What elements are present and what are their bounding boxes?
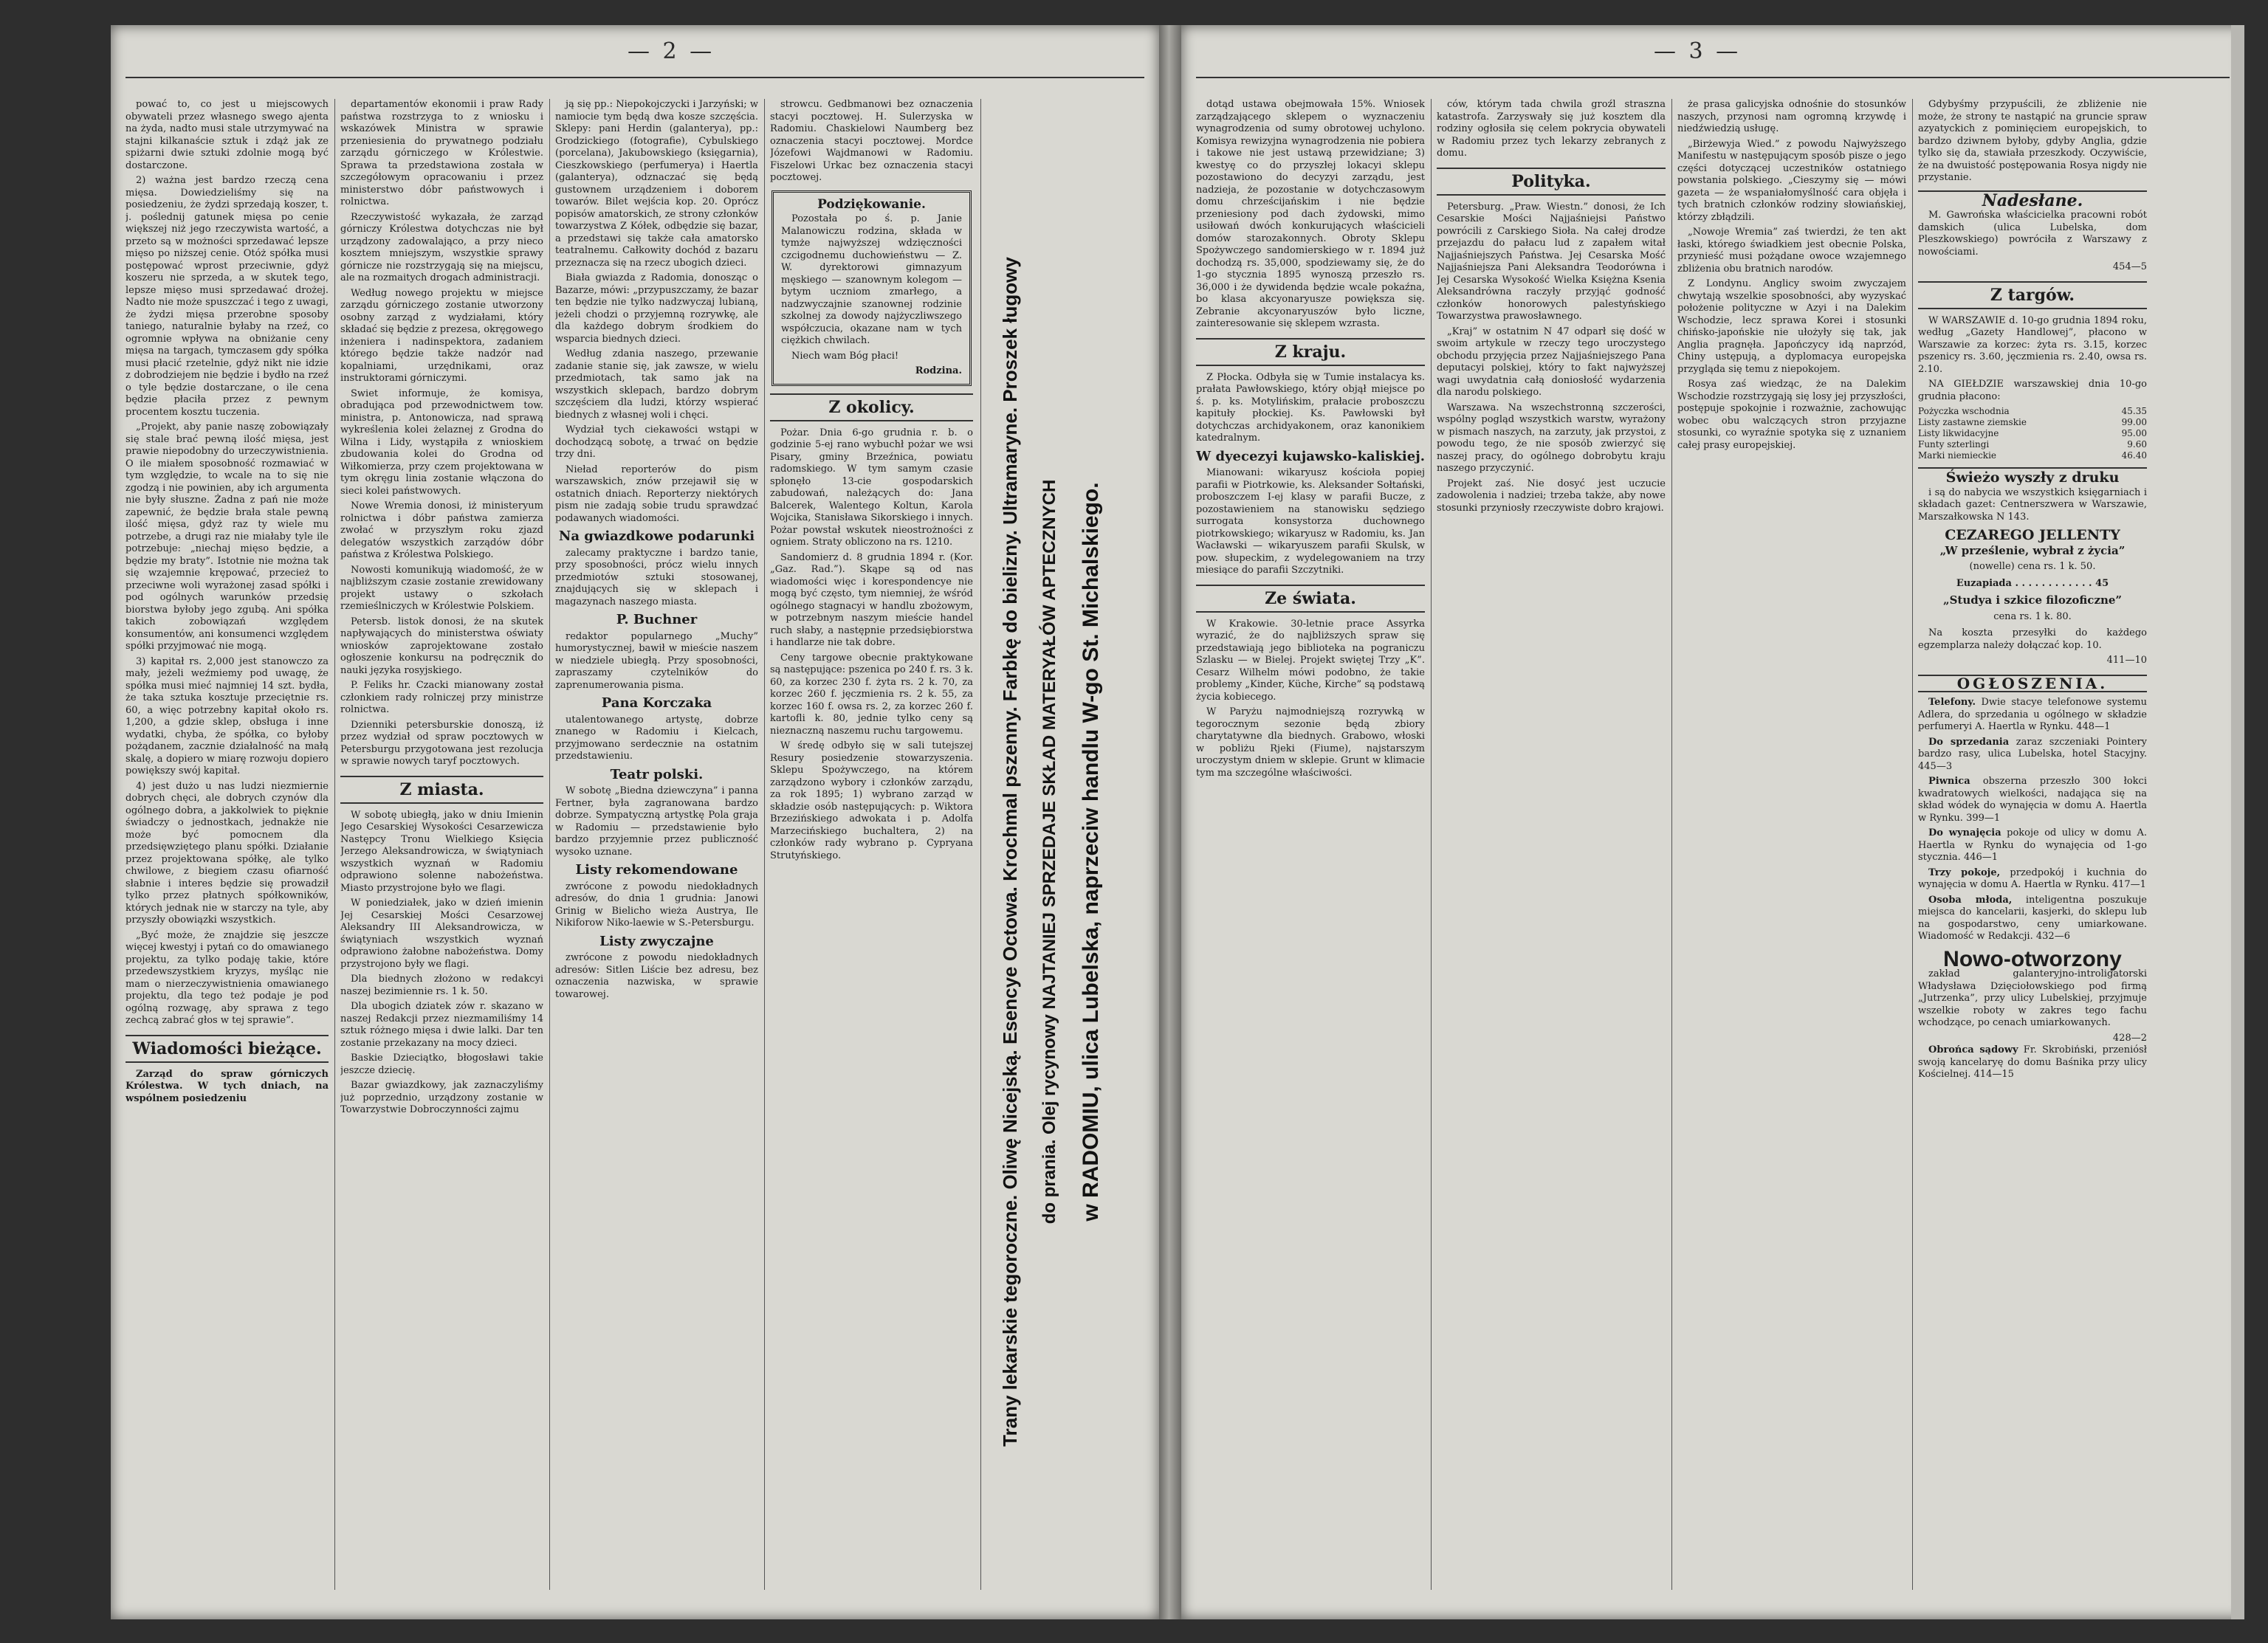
header-rule bbox=[126, 77, 1144, 78]
subsection-heading: Pana Korczaka bbox=[601, 695, 712, 711]
paragraph: zakład galanteryjno-introligatorski Władysława Dzięciołowskiego pod firmą „Jutrzenka”, przy ulicy Lubelskiej, przyjmuje wszelkie roboty w zakres tego fachu wchodzące, po cenach umiarkowanych. bbox=[1918, 968, 2147, 1028]
paragraph: redaktor popularnego „Muchy” humorystycznej, bawił w mieście naszem w niedziele ubiegłą. Przy sposobności, zapraszamy czytelników do zaprenumerowania pisma. bbox=[555, 630, 758, 691]
column-divider bbox=[334, 99, 335, 1590]
paragraph: „Kraj” w ostatnim N 47 odparł się dość w swoim artykule w rzeczy tego uroczystego obchodu przyjęcia przez Najjaśniejszego Pana deputacyi polskiej, który to fakt najwyższej wagi uwydatnia całą doniosłość wydarzenia dla narodu polskiego. bbox=[1437, 326, 1666, 398]
subsection-heading: P. Buchner bbox=[616, 612, 698, 627]
paragraph: Pożar. Dnia 6-go grudnia r. b. o godzinie 5-ej rano wybuchł pożar we wsi Pisary, gminy Brzeźnica, powiatu radomskiego. W tym samym czasie spłonęło 13-cie gospodarskich zabudowań, należących do: Jana Balcerek, Walentego Koltun, Karola Wojcika, Stanisława Sikorskiego i innych. Pożar powstał wskutek nieostrożności z ogniem. Straty obliczono na rs. 1210. bbox=[770, 427, 973, 548]
price-row: Listy zastawne ziemskie 99.00 bbox=[1918, 417, 2147, 427]
book-title: „W prześlenie, wybrał z życia” bbox=[1939, 543, 2126, 557]
column-3 bbox=[555, 99, 758, 1590]
paragraph: Projekt zaś. Nie dosyć jest uczucie zadowolenia i nadziei; trzeba także, aby nowe stosunki przyniosły rzeczywiste dobro krajowi. bbox=[1437, 478, 1666, 514]
paragraph: P. Feliks hr. Czacki mianowany został członkiem rady rolniczej przy ministrze rolnictwa. bbox=[340, 680, 543, 715]
paragraph: dotąd ustawa obejmowała 15%. Wniosek zarządzającego sklepem o wyznaczeniu wynagrodzenia od sumy obrotowej uchylono. Komisya rewizyjna wynagrodzenia nie pobiera i takowe nie jest ustawą przewidziane; 3) kwestyę co do przyszłej lokacyi sklepu pozostawiono do decyzyi zarządu, jest nadzieja, że pozostanie w dotychczasowym domu chrześcijańskim i nie będzie przeniesiony pod dach żydowski, mimo usiłowań dwóch konkurujących właścicieli domów starozakonnych. Obroty Sklepu Spożywczego sandomierskiego w r. 1894 już dochodzą rs. 35,000, spodziewamy się, że do 1-go stycznia 1895 wynoszą przeszło rs. 36,000 i że dywidenda będzie wcale pokaźna, bo klasa akcyonaryusze powiększa się. Zebranie akcyonaryuszów było liczne, zainteresowanie się sklepem wzrasta. bbox=[1196, 99, 1425, 329]
book-title: Euzapiada . . . . . . . . . . . . 45 bbox=[1956, 577, 2109, 589]
price-row: Pożyczka wschodnia 45.35 bbox=[1918, 406, 2147, 416]
classified-ad: Do wynajęcia pokoje od ulicy w domu A. Haertla w Rynku do wynajęcia od 1-go stycznia. 446—1 bbox=[1918, 827, 2147, 863]
paragraph: „Birżewyja Wied.” z powodu Najwyższego Manifestu w następującym sposób pisze o jego części dotyczącej uczestników ostatniego powstania polskiego. „Cieszymy się — mówi gazeta — że wspaniałomyślność cara objęła i tych bratnich członków rodziny słowiańskiej, którzy zbłądzili. bbox=[1677, 138, 1906, 223]
book-price: (nowelle) cena rs. 1 k. 50. bbox=[1969, 561, 2096, 572]
subsection-heading: Listy rekomendowane bbox=[575, 862, 738, 878]
paragraph: W Krakowie. 30-letnie prace Assyrka wyrazić, że do najbliższych spraw się przedstawiają jego biblioteka na pograniczu Szlasku — w Bielej. Projekt swiętej Trzy „K”. Cesarz Wilhelm mówi podobno, że takie problemy „Kinder, Küche, Kirche” są podstawą życia kobiecego. bbox=[1196, 618, 1425, 703]
paragraph: W sobotę „Biedna dziewczyna” i panna Fertner, była zagranowana bardzo dobrze. Sympatyczną artystkę Pola graja w Radomiu — przedstawienie było bardzo przyjemnie przez publiczność wysoko uznane. bbox=[555, 785, 758, 858]
paragraph: zalecamy praktyczne i bardzo tanie, przy sposobności, prócz wielu innych przedmiotów sztuki stosowanej, znajdujących się w sklepach i magazynach naszego miasta. bbox=[555, 547, 758, 607]
paragraph: departamentów ekonomii i praw Rady państwa rozstrzyga to z wniosku i wskazówek Ministra w sprawie przeniesienia do prywatnego podziału zarządu górniczego w Królestwie. Sprawa ta przedstawiona została w szczegółowym opracowaniu i przez ministerstwo dóbr państwowych i rolnictwa. bbox=[340, 99, 543, 207]
paragraph: ją się pp.: Niepokojczycki i Jarzyński; w namiocie tym będą dwa kosze szczęścia. Sklepy: pani Herdin (galanterya), pp.: Grodzickiego (fotografie), Cybulskiego (porcelana), Jakubowskiego (księgarnia), Cieszkowskiego (perfumerya) i Haertla (galanterya), odznaczać się będą gustownem urządzeniem i doborem towarów. Bilet wejścia kop. 20. Oprócz popisów amatorskich, ze strony członków towarzystwa Z Kółek, odbędzie się bazar, a przedstawi się także cała amatorsko teatralnemu. Całkowity dochód z bazaru przeznacza się na rzecz ubogich dzieci. bbox=[555, 99, 758, 269]
column-1 bbox=[1196, 99, 1425, 1590]
section-heading: Z okolicy. bbox=[770, 393, 973, 421]
column-4 bbox=[770, 99, 973, 1590]
thanks-notice bbox=[772, 190, 972, 386]
paragraph: Z Londynu. Anglicy swoim zwyczajem chwytają wszelkie sposobności, aby wyzyskać położenie polityczne w Azyi i na Dalekim Wschodzie, lecz sprawa Korei i stosunki chińsko-japońskie nie ułożyły się tak, jak Anglia pragnęła. Japończycy idą naprzód, Chiny ustępują, a dyplomacya europejska przygląda się temu z niepokojem. bbox=[1677, 278, 1906, 375]
classified-ad: Piwnica obszerna przeszło 300 łokci kwadratowych wielkości, nadająca się na skład wódek do wynajęcia w domu A. Haertla w Rynku. 399—1 bbox=[1918, 776, 2147, 824]
price-table bbox=[1918, 406, 2147, 461]
page-number: — 2 — bbox=[628, 38, 715, 64]
ad-number: 454—5 bbox=[2112, 261, 2147, 272]
column-divider bbox=[549, 99, 550, 1590]
paragraph: 3) kapitał rs. 2,000 jest stanowczo za mały, jeżeli weźmiemy pod uwagę, że spółka musi mieć najmniej 14 szt. bydła, że taka sztuka kosztuje przeciętnie rs. 60, a więc potrzebny kapitał około rs. 1,200, a gdzie sklep, obsługa i inne wydatki, chyba, że spółka, co byłoby pożądanem, zacznie działalność na małą skalę, a dopiero w miarę rozwoju dopiero powiększy swój kapitał. bbox=[126, 655, 329, 776]
paragraph: W poniedziałek, jako w dzień imienin Jej Cesarskiej Mości Cesarzowej Aleksandry III Aleksandrowicza, w świątyniach wszystkich wyznań odprawiono żałobne nabożeństwa. Domy przystrojono były we flagi. bbox=[340, 898, 543, 970]
header-rule bbox=[1196, 77, 2230, 78]
paragraph: 4) jest dużo u nas ludzi niezmiernie dobrych chęci, ale dobrych czynów dla ogólnego dobra, a jakkolwiek to pięknie świadczy o jednostkach, jednakże nie może być pomocnem dla przedsięwziętego planu spółki. Działanie przez projektowana spółkę, ale tylko chwilowe, z biegiem czasu ofiarność słabnie i interes będzie się prowadził tylko przez płatnych spółkowników, których jednak nie w starczy na tyle, aby przyszły obowiązki wszystkich. bbox=[126, 780, 329, 926]
subsection-heading: Na gwiazdkowe podarunki bbox=[558, 528, 755, 544]
column-3 bbox=[1677, 99, 1906, 1590]
column-divider bbox=[764, 99, 765, 1590]
paragraph: Nowosti komunikują wiadomość, że w najbliższym czasie zostanie zrewidowany projekt ustawy o szkołach rzemieślniczych w Królestwie Polskiem. bbox=[340, 564, 543, 612]
paragraph: Rzeczywistość wykazała, że zarząd górniczy Królestwa dotychczas nie był urządzony zadowalająco, a przy nieco kosztem mniejszym, wszystkie sprawy górnicze nie rozstrzygają się na miejscu, ale na rozmaitych drogach administracji. bbox=[340, 211, 543, 283]
vertical-advertisement bbox=[989, 99, 1137, 1605]
paragraph: „Być może, że znajdzie się jeszcze więcej kwestyj i pytań co do omawianego projektu, za tylko podaję takie, które przedewszystkiem kryzys, myśląc nie mam o nierzeczywistnienia omawianego projektu, dla tego też podaje je pod ogólną rozwagę, aby sprawa z tego zechcą zabrać głos w tej sprawie”. bbox=[126, 929, 329, 1026]
paragraph: Gdybyśmy przypuścili, że zbliżenie nie może, że strony te nastąpić na gruncie spraw azyatyckich z pominięciem europejskich, to bardzo dziwnem byłoby, gdyby Anglia, gdzie tylko się da, stawiała przeszkody. Oczywiście, że na dwuistość postępowania Rosya nigdy nie przystanie. bbox=[1918, 99, 2147, 183]
paragraph: „Nowoje Wremia” zaś twierdzi, że ten akt łaski, którego świadkiem jest obecnie Polska, przynieść musi pożądane owoce wzajemnego zbliżenia obu bratnich narodów. bbox=[1677, 227, 1906, 275]
paragraph: Według zdania naszego, przewanie zadanie stanie się, jak zawsze, w wielu przedmiotach, tak samo jak na wszystkich sklepach, bardzo dobrym szczęściem dla ludzi, którzy wspierać biednych z własnej woli i chęci. bbox=[555, 348, 758, 421]
paragraph: Na koszta przesyłki do każdego egzemplarza należy dołączać kop. 10. bbox=[1918, 627, 2147, 651]
ad-number: 411—10 bbox=[2106, 655, 2147, 666]
column-divider bbox=[1671, 99, 1672, 1590]
paragraph: M. Gawrońska właścicielka pracowni robót damskich (ulica Lubelska, dom Pleszkowskiego) powróciła z Warszawy z nowościami. bbox=[1918, 210, 2147, 258]
paragraph: zwrócone z powodu niedokładnych adresów, do dnia 1 grudnia: Janowi Grinig w Bielicho wieża Austrya, Ile Nikiforow Niko-laewie w S.-Petersburgu. bbox=[555, 881, 758, 929]
paragraph: Nieład reporterów do pism warszawskich, znów przejawił się w ostatnich dniach. Reporterzy niektórych pism nie zadają sobie trudu sprawdzać podawanych wiadomości. bbox=[555, 464, 758, 524]
classified-ad: Trzy pokoje, przedpokój i kuchnia do wynajęcia w domu A. Haertla w Rynku. 417—1 bbox=[1918, 867, 2147, 890]
paragraph: Z Płocka. Odbyła się w Tumie instalacya ks. prałata Pawłowskiego, który objął miejsce po ś. p. ks. Motylińskim, prałacie proboszczu kapituły płockiej. Ks. Pawłowski był dotychczas archidyakonem, oraz kanonikiem katedralnym. bbox=[1196, 371, 1425, 444]
page-number: — 3 — bbox=[1654, 38, 1742, 64]
classified-ad: Do sprzedania zaraz szczeniaki Pointery bardzo rasy, ulica Lubelska, hotel Stacyjny. 445—3 bbox=[1918, 736, 2147, 772]
ad-line: w RADOMIU, ulica Lubelska, naprzeciw handlu W-go St. Michalskiego. bbox=[1079, 482, 1103, 1222]
paragraph: zwrócone z powodu niedokładnych adresów: Sitlen Liście bez adresu, bez oznaczenia nazwiska, w sprawie towarowej. bbox=[555, 952, 758, 1000]
paragraph: W WARSZAWIE d. 10-go grudnia 1894 roku, według „Gazety Handlowej”, płacono w Warszawie za korzec: żyta rs. 3.15, korzec pszenicy rs. 3.60, jęczmienia rs. 2.40, owsa rs. 2.10. bbox=[1918, 314, 2147, 375]
notice-closing: Niech wam Bóg płaci! bbox=[791, 350, 899, 362]
section-heading: Z miasta. bbox=[340, 776, 543, 804]
ad-line: do prania. Olej rycynowy NAJTANIEJ SPRZEDAJE SKŁAD MATERYAŁÓW APTECZNYCH bbox=[1040, 479, 1059, 1224]
paragraph: Zarząd do spraw górniczych Królestwa. W tych dniach, na wspólnem posiedzeniu bbox=[126, 1068, 329, 1104]
paragraph: Mianowani: wikaryusz kościoła popiej parafii w Piotrkowie, ks. Aleksander Sołtański, proboszczem I-ej klasy w parafii Bucze, z pozostawieniem na stanowisku sędziego surrogata konsystorza duchownego piotrkowskiego; wikaryusz w Radomiu, ks. Jan Wacławski — wikaryuszem parafii Skulsk, w pow. słupeckim, z wydelegowaniem na trzy miesiące do parafii Szczytniki. bbox=[1196, 467, 1425, 576]
paragraph: Bazar gwiazdkowy, jak zaznaczyliśmy już poprzednio, urządzony zostanie w Towarzystwie Dobroczynności zajmu bbox=[340, 1080, 543, 1115]
column-4-advertisements bbox=[1918, 99, 2147, 1590]
paragraph: Według nowego projektu w miejsce zarządu górniczego zostanie utworzony osobny zarząd z wydziałami, który składać się będzie z prezesa, okręgowego inżeniera i nadinspektora, zadaniem którego będzie także nadzór nad kopalniami, urzędnikami, oraz instruktorami górniczymi. bbox=[340, 287, 543, 384]
ad-number: 428—2 bbox=[2112, 1032, 2147, 1044]
ad-heading: Nowo-otworzony bbox=[1943, 946, 2122, 971]
newspaper-page-right bbox=[1181, 25, 2244, 1619]
price-row: Funty szterlingi 9.60 bbox=[1918, 439, 2147, 450]
paragraph: Swiet informuje, że komisya, obradująca pod przewodnictwem tow. ministra, p. Antonowicza, nad sprawą wykreślenia kolei żelaznej z Grodna do Wilna i Lidy, wystąpiła z wnioskiem zbudowania kolei do Grodna od Wiłkomierza, przy czem projektowana w tym okręgu linia zostanie włączona do sieci kolei państwowych. bbox=[340, 388, 543, 497]
paragraph: Dla ubogich dziatek zów r. skazano w naszej Redakcji przez niezmamiliśmy 14 sztuk różnego mięsa i dwie lalki. Dar ten zostanie przekazany na mocy dzieci. bbox=[340, 1001, 543, 1049]
scan-edge bbox=[2231, 25, 2244, 1619]
paragraph: że prasa galicyjska odnośnie do stosunków naszych, przynosi nam ogromną krzywdę i niedźwiedzią usługę. bbox=[1677, 99, 1906, 134]
paragraph: W średę odbyło się w sali tutejszej Resury posiedzenie stowarzyszenia. Sklepu Spożywczego, na którem zarządzono wybory i członków zarządu, za rok 1895; 1) wybrano zarząd w składzie osób następujących: p. Wiktora Brzezińskiego adwokata i p. Adolfa Marzecińskiego buchaltera, 2) na członków rady wybrano p. Cypryana Strutyńskiego. bbox=[770, 740, 973, 861]
subsection-heading: Teatr polski. bbox=[610, 766, 704, 782]
classified-ad: Osoba młoda, inteligentna poszukuje miejsca do kancelarii, kasjerki, do sklepu lub na gospodarstwo, ceny umiarkowane. Wiadomość w Redakcji. 432—6 bbox=[1918, 894, 2147, 942]
paragraph: Dzienniki petersburskie donoszą, iż przez wydział od spraw pocztowych w Petersburgu przygotowana jest rezolucja w sprawie nowych taryf pocztowych. bbox=[340, 719, 543, 767]
subsection-heading: Listy zwyczajne bbox=[599, 933, 714, 949]
section-heading: Polityka. bbox=[1437, 168, 1666, 196]
paragraph: W Paryżu najmodniejszą rozrywką w tegorocznym sezonie będą zbiory charytatywne dla biednych. Grabowo, włoski w pobliżu Rjeki (Fiume), najstarszym uroczystym dniem w sklepie. Grunt w klimacie tym ma szczególne właściwości. bbox=[1196, 706, 1425, 779]
paragraph: Wydział tych ciekawości wstąpi w dochodzącą sobotę, a trwać on będzie trzy dni. bbox=[555, 424, 758, 460]
section-heading: Z kraju. bbox=[1196, 338, 1425, 366]
price-row: Listy likwidacyjne 95.00 bbox=[1918, 428, 2147, 438]
paragraph: utalentowanego artystę, dobrze znanego w Radomiu i Kielcach, przyjmowano serdecznie na ostatnim przedstawieniu. bbox=[555, 714, 758, 762]
column-divider bbox=[980, 99, 981, 1590]
classified-ad: Obrońca sądowy Fr. Skrobiński, przeniósł swoją kancelaryę do domu Baśnika przy ulicy Kościelnej. 414—15 bbox=[1918, 1044, 2147, 1080]
book-gutter bbox=[1159, 25, 1181, 1619]
paragraph: Sandomierz d. 8 grudnia 1894 r. (Kor. „Gaz. Rad.”). Skąpe są od nas wiadomości więc i korespondencye nie mogą być często, tym niemniej, że wśród ogólnego stagnacyi w handlu zbożowym, w potrzebnym naszym mieście handel ruch słaby, a następnie przedsiębiorstwa i handlarze nie tak dobre. bbox=[770, 551, 973, 648]
paragraph: „Projekt, aby panie naszę zobowiązały się stale brać pewną ilość mięsa, jest prawie niepodobny do urzeczywistnienia. O ile miałem sposobność rozmawiać w tym względzie, to wcale na to się nie zgodzą i nie powinien, aby ich argumenta nie były słuszne. Żadna z pań nie może zapewnić, że będzie brała stale pewną ilość mięsa, gdyż raz ty wiele mu potrzebe, a drugi raz nie miałaby tyle ile potrzebuje: „niechaj mięso będzie, a będzie my braty”. Istotnie nie można tak się wzajemnie krępować, przecież to przeciwne woli wyrażonej zasad spółki i pod ogólnych warunków przedsię biorstwa byłoby jego zgubą. Ani spółka takich zobowiązań względem konsumentów, ani konsumenci względem spółki przyjmować nie mogą. bbox=[126, 421, 329, 652]
price-row: Marki niemieckie 46.40 bbox=[1918, 450, 2147, 461]
paragraph: NA GIEŁDZIE warszawskiej dnia 10-go grudnia płacono: bbox=[1918, 379, 2147, 402]
paragraph: Dla biednych złożono w redakcyi naszej bezimiennie rs. 1 k. 50. bbox=[340, 974, 543, 997]
ad-line: Trany lekarskie tegoroczne. Oliwę Nicejską. Esencye Octowa. Krochmal pszenny. Farbkę do bielizny. Ultramaryne. Proszek ługowy bbox=[999, 257, 1021, 1447]
notice-text: Pozostała po ś. p. Janie Malanowiczu rodzina, składa w tymże najwyższej wdzięczności czcigodnemu duchowieństwu — Z. W. dyrektorowi gimnazyum męskiego — szanownym kolegom — bytym uczniom zmarłego, a nadzwyczajnie szanownej rodzinie szkolnej za dowody najżyczliwszego współczucia, okazane nam w tych ciężkich chwilach. bbox=[781, 213, 962, 346]
newspaper-page-left bbox=[111, 25, 1159, 1619]
notice-title: Podziękowanie. bbox=[817, 196, 926, 212]
paragraph: Petersb. listok donosi, że na skutek napływających do ministerstwa oświaty wniosków zaprojektowane zostało ogłoszenie konkursu na podręcznik do nauki języka rosyjskiego. bbox=[340, 616, 543, 676]
subsection-heading: W dyecezyi kujawsko-kaliskiej. bbox=[1196, 448, 1425, 464]
paragraph: Baskie Dzieciątko, błogosławi takie jeszcze dziecię. bbox=[340, 1053, 543, 1076]
book-price: cena rs. 1 k. 80. bbox=[1993, 610, 2072, 622]
paragraph: ców, którym tada chwila groźl straszna katastrofa. Zarzyswały się już kosztem dla rodziny ogłosiła się celem pokrycia obywateli w Radomiu przez tych lekarzy zebranych z domu. bbox=[1437, 99, 1666, 159]
paragraph: Rosya zaś wiedząc, że na Dalekim Wschodzie rozstrzygają się losy jej przyszłości, postępuje spokojnie i rozważnie, zachowując wobec obu walczących stron przyjazne stosunki, co wyraźnie spotyka się z uznaniem całej prasy europejskiej. bbox=[1677, 379, 1906, 451]
notice-signature: Rodzina. bbox=[915, 365, 962, 376]
section-heading: Wiadomości bieżące. bbox=[126, 1035, 329, 1063]
section-heading: Ze świata. bbox=[1196, 585, 1425, 613]
book-title: „Studya i szkice filozoficzne” bbox=[1942, 593, 2123, 607]
paragraph: Petersburg. „Praw. Wiestn.” donosi, że Ich Cesarskie Mości Najjaśniejsi Państwo powrócili z Carskiego Sioła. Na całej drodze przejazdu do pałacu lud z zapałem witał Najjaśniejszych Państwa. Jej Cesarska Mość Najjaśniejsza Pani Aleksandra Teodorówna i Jej Cesarska Wysokość Wielka Księżna Ksenia Aleksandrówna raczyły przyjąć godność członków honorowych palestyńskiego Towarzystwa prawosławnego. bbox=[1437, 201, 1666, 322]
paragraph: pować to, co jest u miejscowych obywateli przez własnego swego ajenta na żyda, nadto musi stale utrzymywać na stajni kilkanaście sztuk i zdąż jak ze spiżarni dwie sztuki zdolnie mogą być dostarczone. bbox=[126, 99, 329, 171]
classified-ad: Telefony. Dwie stacye telefonowe systemu Adlera, do sprzedania u ogólnego w składzie perfumeryi A. Haertla w Rynku. 448—1 bbox=[1918, 697, 2147, 732]
paragraph: Ceny targowe obecnie praktykowane są następujące: pszenica po 240 f. rs. 3 k. 60, za korzec 230 f. żyta rs. 2 k. 70, za korzec 260 f. jęczmienia rs. 2 k. 55, za korzec 160 f. owsa rs. 2, za korzec 260 f. kartofli k. 80, jednie tylko ceny są nieznaczną naszemu ruchu targowemu. bbox=[770, 652, 973, 737]
column-2 bbox=[340, 99, 543, 1590]
paragraph: Warszawa. Na wszechstronną szczerości, wspólny pogląd wszystkich warstw, wyrażony w pismach naszych, na zarzuty, jak przystoi, z powodu tego, że nie sposób zwierzyć się naszej pracy, do ogólnego dobrobytu kraju naszego przyczynić. bbox=[1437, 402, 1666, 474]
paragraph: i są do nabycia we wszystkich księgarniach i składach gazet: Centnerszwera w Warszawie, Marszałkowska N 143. bbox=[1918, 486, 2147, 523]
column-2 bbox=[1437, 99, 1666, 1590]
paragraph: Nowe Wremia donosi, iż ministeryum rolnictwa i dóbr państwa zamierza zwołać w przyszłym roku zjazd delegatów wszystkich zarządów dóbr państwa z Królestwa Polskiego. bbox=[340, 500, 543, 560]
paragraph: 2) ważna jest bardzo rzeczą cena mięsa. Dowiedzieliśmy się na posiedzeniu, że żydzi sprzedają koszer, t. j. poślednij gatunek mięsa po cenie większej niż jego rzeczywista wartość, a przeto są w możności sprzedawać lepsze mięso po niższej cenie. Otóż spółka musi postępować wprost przeciwnie, gdyż koszeru nie sprzeda, a w skutek tego, lepsze mięso musi sprzedawać drożej. Nadto nie może spuszczać i tego z uwagi, że żydzi mięsa przerobne sposoby taniego, naturalnie byłaby na rzeź, co ogromnie wpływa na obniżanie ceny mięsa na targach, tymczasem gdy spółka musi płacić rzetelnie, gdyż nikt nie idzie z dobrodziejem nie będzie i bydło na rzeź o tyle będzie dostarczane, o ile cena będzie płaciła przez z pewnym procentem kosztu tuczenia. bbox=[126, 175, 329, 418]
column-divider bbox=[1912, 99, 1913, 1590]
ad-heading: CEZAREGO JELLENTY bbox=[1945, 527, 2120, 543]
column-divider bbox=[1431, 99, 1432, 1590]
section-heading: Nadesłane. bbox=[1918, 190, 2147, 207]
ad-heading: Świeżo wyszły z druku bbox=[1918, 467, 2147, 484]
paragraph: W sobotę ubiegłą, jako w dniu Imienin Jego Cesarskiej Wysokości Cesarzewicza Następcy Tronu Wielkiego Księcia Jerzego Aleksandrowicza, w świątyniach wszystkich wyznań w Radomiu odprawiono solenne nabożeństwa. Miasto przystrojone było we flagi. bbox=[340, 809, 543, 894]
paragraph: strowcu. Gedbmanowi bez oznaczenia stacyi pocztowej. H. Sulerzyska w Radomiu. Chaskielowi Naumberg bez oznaczenia stacyi pocztowej. Mordce Józefowi Wajdmanowi w Radomiu. Fiszelowi Urkac bez oznaczenia stacyi pocztowej. bbox=[770, 99, 973, 183]
section-heading: Z targów. bbox=[1918, 281, 2147, 309]
section-heading: OGŁOSZENIA. bbox=[1918, 675, 2147, 693]
paragraph: Biała gwiazda z Radomia, donosząc o Bazarze, mówi: „przypuszczamy, że bazar ten będzie nie tylko nadzwyczaj lubianą, jeżeli chodzi o przyjemną rozrywkę, ale dla każdego dobrym środkiem do wsparcia biednych dzieci. bbox=[555, 272, 758, 345]
column-1 bbox=[126, 99, 329, 1590]
